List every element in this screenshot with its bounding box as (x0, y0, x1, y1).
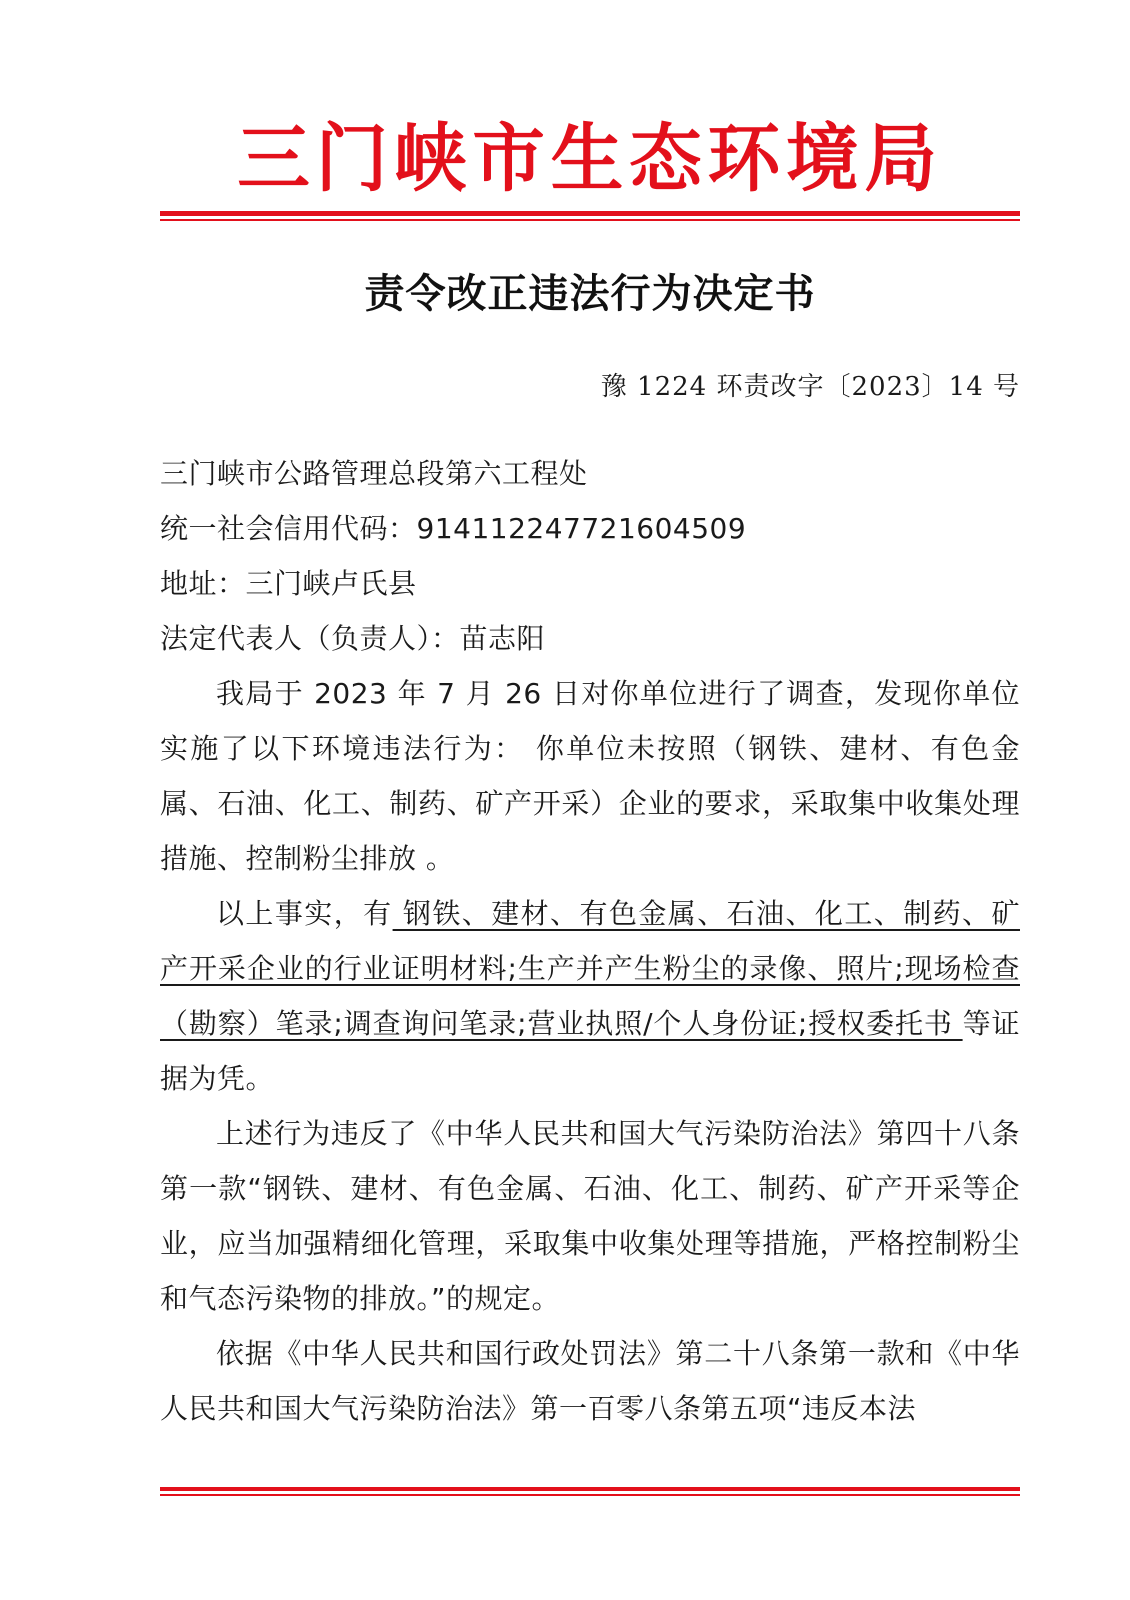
agency-title: 三门峡市生态环境局 (237, 116, 943, 202)
violation-paragraph: 上述行为违反了《中华人民共和国大气污染防治法》第四十八条第一款“钢铁、建材、有色金属、石油、化工、制药、矿产开采等企业，应当加强精细化管理，采取集中收集处理等措施，严格控制粉尘和气态污染物的排放。”的规定。 (160, 1117, 1020, 1315)
address-line: 地址：三门峡卢氏县 (160, 567, 417, 600)
evidence-list: 钢铁、建材、有色金属、石油、化工、制药、矿产开采企业的行业证明材料;生产并产生粉尘的录像、照片;现场检查（勘察）笔录;调查询问笔录;营业执照/个人身份证;授权委托书 (160, 897, 1020, 1040)
document-title: 责令改正违法行为决定书 (364, 270, 816, 317)
recipient-name: 三门峡市公路管理总段第六工程处 (160, 457, 588, 490)
evidence-paragraph (160, 886, 1020, 1106)
header-rule-thin (160, 219, 1020, 221)
credit-code-line: 统一社会信用代码：914112247721604509 (160, 512, 747, 545)
evidence-suffix: 等证据为凭。 (160, 1007, 1020, 1095)
footer-rule-thin (160, 1494, 1020, 1496)
document-content (160, 446, 1020, 1436)
legal-basis-paragraph: 依据《中华人民共和国行政处罚法》第二十八条第一款和《中华人民共和国大气污染防治法》第一百零八条第五项“违反本法 (160, 1337, 1020, 1425)
document-number: 豫 1224 环责改字〔2023〕14 号 (600, 372, 1020, 402)
finding-paragraph: 我局于 2023 年 7 月 26 日对你单位进行了调查，发现你单位实施了以下环境违法行为： 你单位未按照（钢铁、建材、有色金属、石油、化工、制药、矿产开采）企业的要求，采取集中收集处理措施、控制粉尘排放 。 (160, 677, 1020, 875)
representative-line: 法定代表人（负责人）：苗志阳 (160, 622, 546, 655)
evidence-prefix: 以上事实，有 (216, 897, 393, 930)
header-rule-thick (160, 211, 1020, 216)
footer-rule-thick (160, 1487, 1020, 1491)
